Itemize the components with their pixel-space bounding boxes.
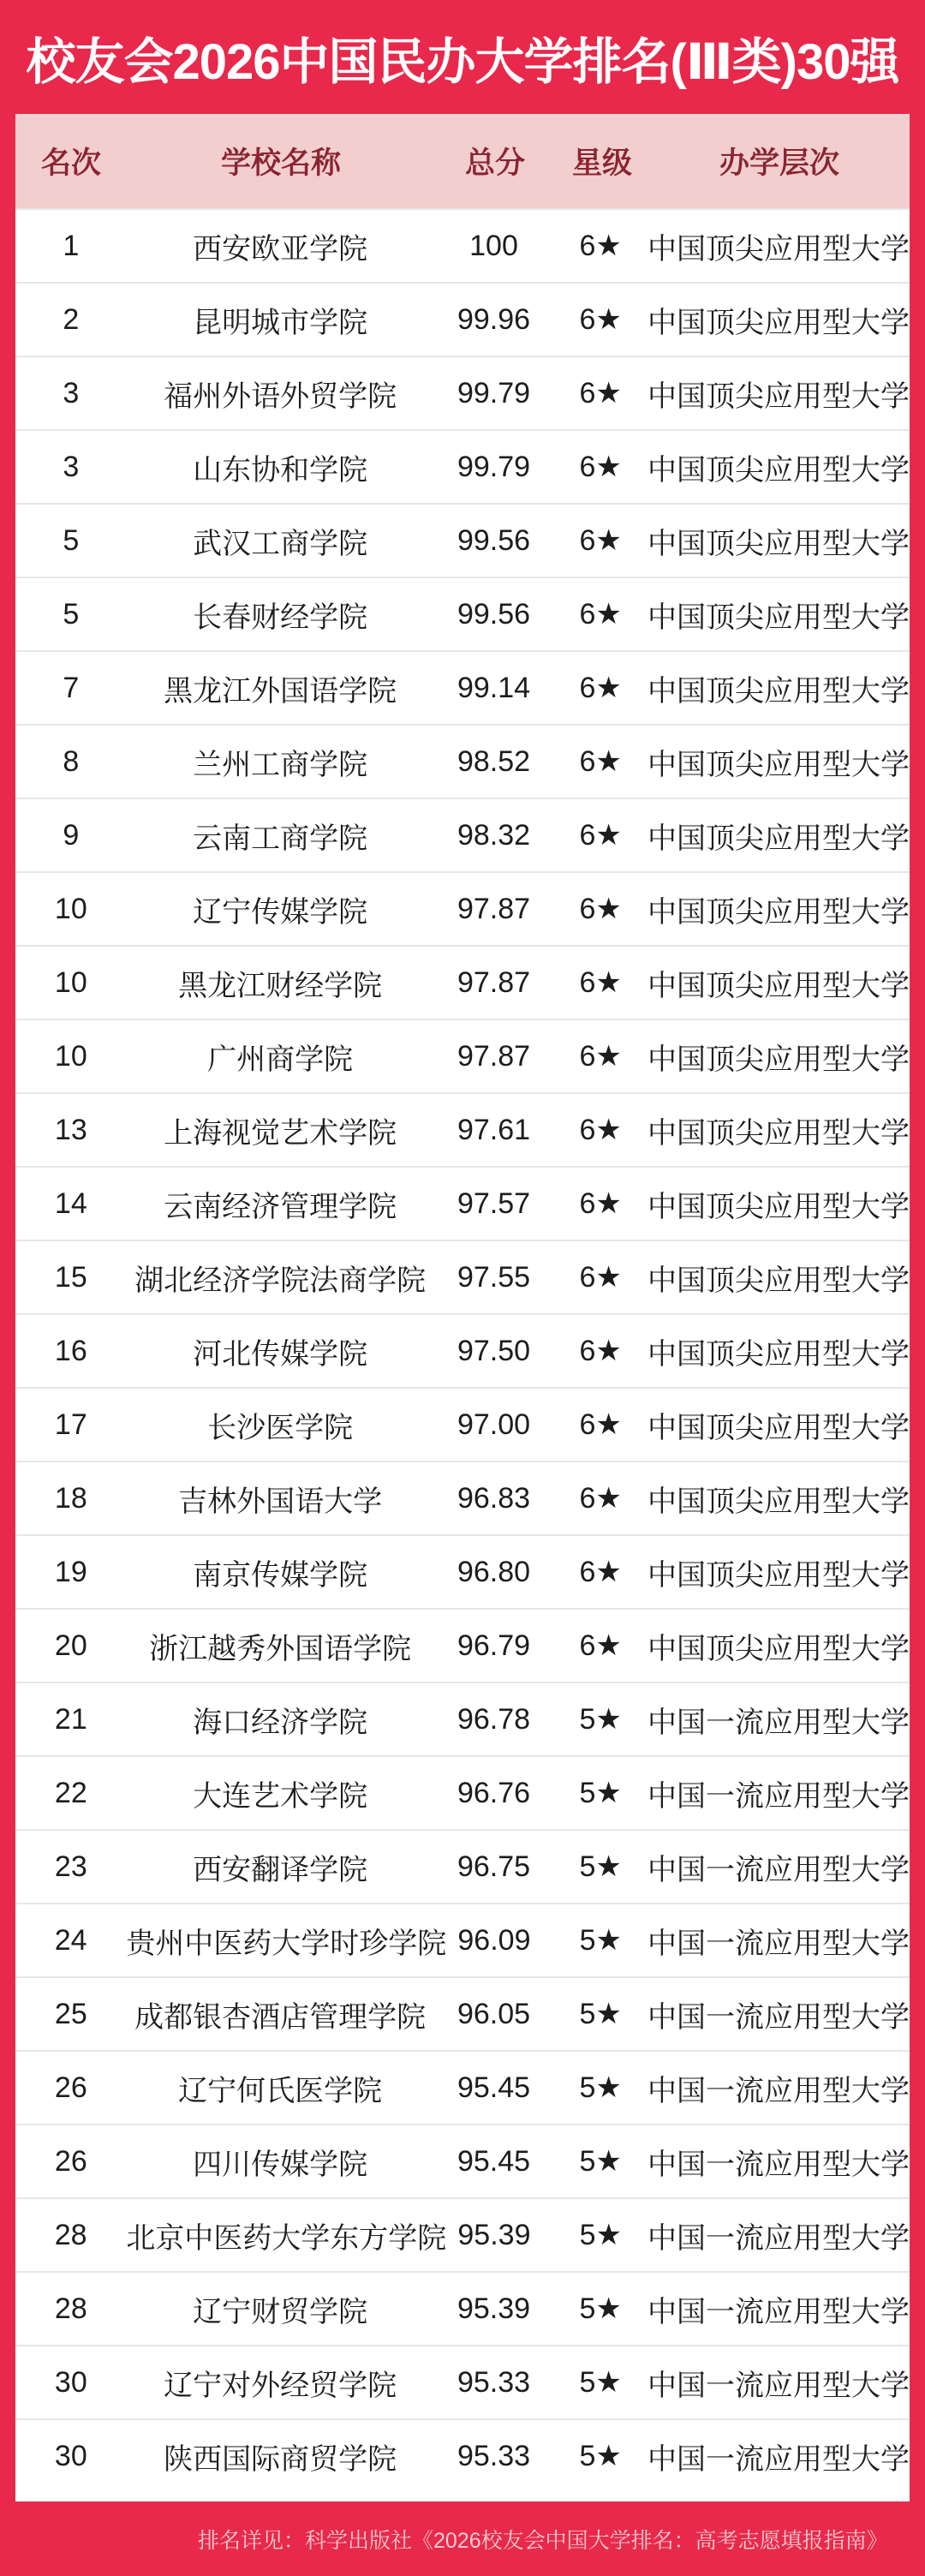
school-cell: 黑龙江外国语学院: [164, 674, 397, 708]
table-row: [15, 282, 910, 356]
star-cell: 6★: [579, 303, 622, 336]
table-body: [15, 208, 910, 2501]
rank-cell: 1: [63, 229, 80, 262]
rank-cell: 9: [63, 818, 80, 852]
star-cell: 6★: [579, 1040, 622, 1073]
rank-cell: 10: [54, 965, 87, 999]
rank-cell: 5: [63, 597, 80, 631]
score-cell: 99.56: [457, 523, 531, 557]
level-cell: 中国顶尖应用型大学: [648, 969, 910, 1002]
rank-cell: 26: [54, 2144, 87, 2178]
score-cell: 99.56: [457, 597, 531, 631]
table-row: [15, 1755, 910, 1829]
table-row: [15, 798, 910, 871]
star-cell: 6★: [579, 598, 622, 631]
level-cell: 中国顶尖应用型大学: [648, 674, 910, 708]
rank-cell: 28: [54, 2218, 87, 2251]
school-cell: 云南经济管理学院: [164, 1190, 397, 1223]
level-cell: 中国一流应用型大学: [648, 2000, 910, 2034]
score-cell: 95.45: [457, 2071, 531, 2104]
rank-cell: 22: [54, 1776, 87, 1809]
school-cell: 上海视觉艺术学院: [164, 1116, 397, 1150]
star-cell: 6★: [579, 672, 622, 704]
school-cell: 南京传媒学院: [193, 1558, 368, 1592]
school-cell: 长沙医学院: [207, 1411, 354, 1444]
score-cell: 99.96: [457, 302, 531, 336]
star-cell: 6★: [579, 966, 622, 999]
table-row: [15, 1829, 910, 1903]
table-row: [15, 2050, 910, 2124]
table-row: [15, 1019, 910, 1092]
rank-cell: 25: [54, 1997, 87, 2030]
ranking-table: [15, 114, 910, 2501]
table-row: [15, 1092, 910, 1166]
rank-cell: 26: [54, 2071, 87, 2104]
table-row: [15, 1461, 910, 1534]
score-cell: 96.83: [457, 1481, 531, 1515]
rank-cell: 14: [54, 1186, 87, 1220]
school-cell: 辽宁传媒学院: [193, 895, 368, 929]
star-cell: 6★: [579, 893, 622, 925]
table-row: [15, 650, 910, 724]
school-cell: 武汉工商学院: [193, 527, 368, 560]
school-cell: 广州商学院: [207, 1043, 354, 1076]
school-cell: 福州外语外贸学院: [164, 380, 397, 413]
rank-cell: 5: [63, 523, 80, 557]
school-cell: 成都银杏酒店管理学院: [134, 2000, 427, 2034]
star-cell: 5★: [579, 2071, 622, 2104]
level-cell: 中国顶尖应用型大学: [648, 1411, 910, 1444]
level-cell: 中国顶尖应用型大学: [648, 453, 910, 487]
table-row: [15, 2345, 910, 2418]
column-header-score: 总分: [464, 146, 525, 180]
score-cell: 96.78: [457, 1702, 531, 1736]
rank-cell: 7: [63, 671, 80, 704]
level-cell: 中国顶尖应用型大学: [648, 1190, 910, 1223]
level-cell: 中国顶尖应用型大学: [648, 601, 910, 634]
table-row: [15, 1313, 910, 1387]
star-cell: 6★: [579, 1629, 622, 1662]
school-cell: 昆明城市学院: [193, 306, 368, 339]
rank-cell: 3: [63, 376, 80, 409]
page-title: 校友会2026中国民办大学排名(Ⅲ类)30强: [26, 33, 899, 90]
level-cell: 中国一流应用型大学: [648, 2369, 910, 2402]
star-cell: 6★: [579, 1261, 622, 1294]
school-cell: 吉林外国语大学: [178, 1485, 383, 1518]
score-cell: 97.00: [457, 1408, 531, 1441]
table-row: [15, 1608, 910, 1682]
star-cell: 6★: [579, 1187, 622, 1220]
table-row: [15, 2197, 910, 2271]
level-cell: 中国顶尖应用型大学: [648, 1632, 910, 1665]
table-row: [15, 1166, 910, 1240]
score-cell: 96.80: [457, 1555, 531, 1588]
school-cell: 兰州工商学院: [193, 748, 368, 781]
school-cell: 贵州中医药大学时珍学院: [126, 1927, 447, 1960]
score-cell: 95.33: [457, 2365, 531, 2399]
rank-cell: 2: [63, 302, 80, 336]
rank-cell: 16: [54, 1334, 87, 1367]
rank-cell: 13: [54, 1113, 87, 1146]
level-cell: 中国顶尖应用型大学: [648, 232, 910, 266]
score-cell: 96.76: [457, 1776, 531, 1809]
score-cell: 95.33: [457, 2439, 531, 2472]
school-cell: 陕西国际商贸学院: [164, 2442, 397, 2476]
rank-cell: 8: [63, 744, 80, 778]
school-cell: 河北传媒学院: [193, 1337, 368, 1371]
score-cell: 97.87: [457, 965, 531, 999]
school-cell: 辽宁对外经贸学院: [164, 2369, 397, 2402]
rank-cell: 19: [54, 1555, 87, 1588]
star-cell: 6★: [579, 745, 622, 778]
score-cell: 98.52: [457, 744, 531, 778]
level-cell: 中国顶尖应用型大学: [648, 1043, 910, 1076]
rank-cell: 30: [54, 2439, 87, 2472]
star-cell: 6★: [579, 1114, 622, 1146]
star-cell: 5★: [579, 2145, 622, 2178]
school-cell: 浙江越秀外国语学院: [149, 1632, 412, 1665]
column-header-school: 学校名称: [220, 146, 341, 180]
level-cell: 中国一流应用型大学: [648, 2221, 910, 2255]
table-row: [15, 577, 910, 650]
table-row: [15, 871, 910, 945]
table-row: [15, 2124, 910, 2197]
table-row: [15, 2418, 910, 2492]
school-cell: 海口经济学院: [193, 1706, 368, 1739]
star-cell: 5★: [579, 1777, 622, 1809]
star-cell: 5★: [579, 1703, 622, 1736]
school-cell: 西安欧亚学院: [193, 232, 368, 266]
star-cell: 5★: [579, 1924, 622, 1957]
column-header-rank: 名次: [40, 146, 101, 180]
table-row: [15, 1534, 910, 1608]
star-cell: 6★: [579, 1335, 622, 1367]
table-row: [15, 208, 910, 282]
table-row: [15, 1976, 910, 2050]
table-row: [15, 1682, 910, 1755]
rank-cell: 3: [63, 450, 80, 483]
school-cell: 辽宁财贸学院: [193, 2295, 368, 2328]
star-cell: 5★: [579, 2292, 622, 2325]
score-cell: 98.32: [457, 818, 531, 852]
star-cell: 6★: [579, 377, 622, 409]
score-cell: 97.87: [457, 892, 531, 925]
table-row: [15, 1240, 910, 1313]
star-cell: 6★: [579, 819, 622, 852]
level-cell: 中国一流应用型大学: [648, 2148, 910, 2181]
level-cell: 中国顶尖应用型大学: [648, 1337, 910, 1371]
star-cell: 6★: [579, 1408, 622, 1441]
column-header-level: 办学层次: [719, 146, 839, 180]
score-cell: 100: [469, 229, 518, 262]
table-row: [15, 503, 910, 577]
rank-cell: 18: [54, 1481, 87, 1515]
level-cell: 中国一流应用型大学: [648, 2442, 910, 2476]
level-cell: 中国顶尖应用型大学: [648, 895, 910, 929]
score-cell: 99.79: [457, 450, 531, 483]
rank-cell: 24: [54, 1923, 87, 1957]
table-row: [15, 1387, 910, 1461]
footer-band: [0, 2501, 925, 2576]
table-row: [15, 945, 910, 1019]
score-cell: 97.57: [457, 1186, 531, 1220]
score-cell: 96.09: [457, 1923, 531, 1957]
level-cell: 中国顶尖应用型大学: [648, 1485, 910, 1518]
level-cell: 中国顶尖应用型大学: [648, 380, 910, 413]
star-cell: 5★: [579, 2366, 622, 2399]
star-cell: 6★: [579, 451, 622, 483]
school-cell: 长春财经学院: [193, 601, 368, 634]
table-row: [15, 724, 910, 798]
table-row: [15, 2271, 910, 2345]
score-cell: 95.39: [457, 2218, 531, 2251]
score-cell: 99.14: [457, 671, 531, 704]
rank-cell: 23: [54, 1850, 87, 1883]
star-cell: 5★: [579, 2440, 622, 2472]
star-cell: 5★: [579, 2219, 622, 2251]
level-cell: 中国一流应用型大学: [648, 2074, 910, 2107]
school-cell: 黑龙江财经学院: [178, 969, 383, 1002]
level-cell: 中国顶尖应用型大学: [648, 748, 910, 781]
score-cell: 95.45: [457, 2144, 531, 2178]
level-cell: 中国顶尖应用型大学: [648, 1558, 910, 1592]
score-cell: 97.61: [457, 1113, 531, 1146]
rank-cell: 21: [54, 1702, 87, 1736]
score-cell: 99.79: [457, 376, 531, 409]
star-cell: 5★: [579, 1998, 622, 2030]
score-cell: 97.55: [457, 1260, 531, 1294]
table-row: [15, 1903, 910, 1976]
school-cell: 西安翻译学院: [193, 1853, 368, 1886]
level-cell: 中国顶尖应用型大学: [648, 1264, 910, 1297]
school-cell: 北京中医药大学东方学院: [126, 2221, 447, 2255]
school-cell: 云南工商学院: [193, 822, 368, 855]
score-cell: 96.05: [457, 1997, 531, 2030]
table-row: [15, 356, 910, 429]
score-cell: 96.75: [457, 1850, 531, 1883]
score-cell: 97.50: [457, 1334, 531, 1367]
level-cell: 中国一流应用型大学: [648, 1706, 910, 1739]
rank-cell: 20: [54, 1629, 87, 1662]
rank-cell: 10: [54, 892, 87, 925]
level-cell: 中国顶尖应用型大学: [648, 527, 910, 560]
score-cell: 97.87: [457, 1039, 531, 1073]
score-cell: 96.79: [457, 1629, 531, 1662]
level-cell: 中国顶尖应用型大学: [648, 306, 910, 339]
column-header-stars: 星级: [571, 146, 632, 180]
level-cell: 中国顶尖应用型大学: [648, 1116, 910, 1150]
level-cell: 中国顶尖应用型大学: [648, 822, 910, 855]
table-row: [15, 429, 910, 503]
level-cell: 中国一流应用型大学: [648, 1927, 910, 1960]
level-cell: 中国一流应用型大学: [648, 2295, 910, 2328]
school-cell: 大连艺术学院: [193, 1779, 368, 1813]
title-band: [0, 0, 925, 114]
star-cell: 5★: [579, 1850, 622, 1883]
star-cell: 6★: [579, 1482, 622, 1515]
school-cell: 山东协和学院: [193, 453, 368, 487]
footer-note: 排名详见：科学出版社《2026校友会中国大学排名：高考志愿填报指南》: [198, 2528, 888, 2553]
rank-cell: 17: [54, 1408, 87, 1441]
rank-cell: 15: [54, 1260, 87, 1294]
score-cell: 95.39: [457, 2292, 531, 2325]
school-cell: 四川传媒学院: [193, 2148, 368, 2181]
rank-cell: 28: [54, 2292, 87, 2325]
level-cell: 中国一流应用型大学: [648, 1779, 910, 1813]
star-cell: 6★: [579, 230, 622, 262]
table-header-row: [15, 114, 910, 208]
rank-cell: 30: [54, 2365, 87, 2399]
school-cell: 湖北经济学院法商学院: [134, 1264, 427, 1297]
star-cell: 6★: [579, 1556, 622, 1588]
school-cell: 辽宁何氏医学院: [178, 2074, 383, 2107]
level-cell: 中国一流应用型大学: [648, 1853, 910, 1886]
rank-cell: 10: [54, 1039, 87, 1073]
star-cell: 6★: [579, 524, 622, 557]
